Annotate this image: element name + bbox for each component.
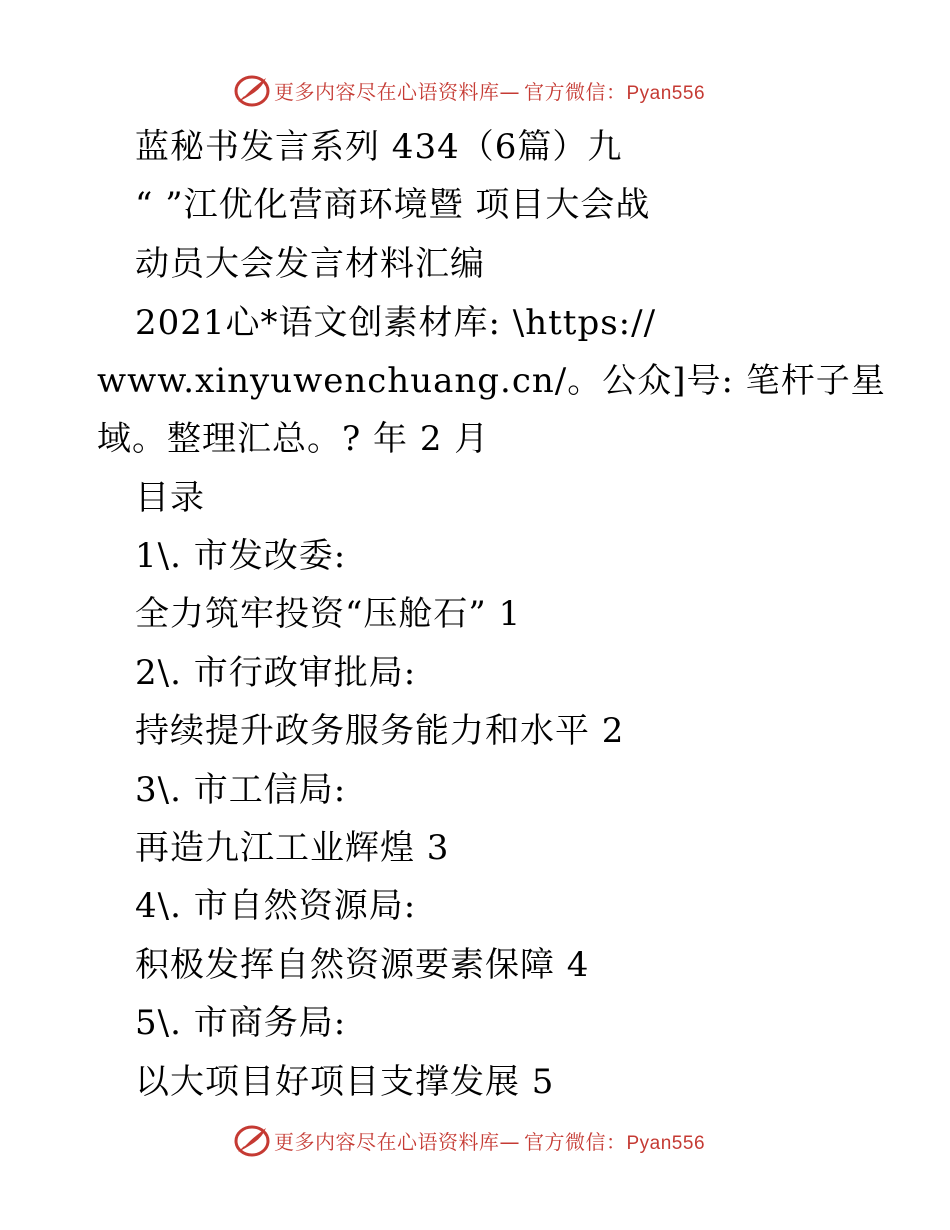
source-line-1: 2021心*语文创素材库: \https:// <box>135 303 657 343</box>
banner-separator: — <box>499 79 520 104</box>
toc-item-5-dept: 5\. 市商务局: <box>135 1003 347 1043</box>
doc-title-line-2: “ ”江优化营商环境暨 项目大会战 <box>135 185 651 225</box>
banner-separator: — <box>499 1129 520 1154</box>
toc-item-4-title: 积极发挥自然资源要素保障 4 <box>135 945 590 985</box>
feather-seal-icon <box>232 72 272 108</box>
banner-site-text: 更多内容尽在心语资料库 <box>274 1129 500 1154</box>
doc-title-line-3: 动员大会发言材料汇编 <box>135 244 485 284</box>
banner-official-text: 官方微信： <box>524 79 627 104</box>
feather-seal-icon <box>232 1122 272 1158</box>
banner-wechat-id: Pyan556 <box>626 1132 706 1154</box>
header-banner <box>232 70 712 110</box>
banner-text <box>274 1126 705 1155</box>
toc-item-1-title: 全力筑牢投资“压舱石” 1 <box>135 594 522 634</box>
toc-item-3-dept: 3\. 市工信局: <box>135 770 347 810</box>
footer-banner <box>232 1120 712 1160</box>
toc-item-4-dept: 4\. 市自然资源局: <box>135 886 417 926</box>
banner-site-text: 更多内容尽在心语资料库 <box>274 79 500 104</box>
source-line-2: www.xinyuwenchuang.cn/。公众]号: 笔杆子星 <box>97 361 886 401</box>
banner-text <box>274 76 705 105</box>
toc-item-2-title: 持续提升政务服务能力和水平 2 <box>135 711 625 751</box>
source-line-3: 域。整理汇总。? 年 2 月 <box>97 419 490 459</box>
toc-heading: 目录 <box>135 478 205 518</box>
toc-item-5-title: 以大项目好项目支撑发展 5 <box>135 1062 555 1102</box>
banner-official-text: 官方微信： <box>524 1129 627 1154</box>
doc-title-line-1: 蓝秘书发言系列 434（6篇）九 <box>135 127 623 167</box>
toc-item-1-dept: 1\. 市发改委: <box>135 536 347 576</box>
toc-item-2-dept: 2\. 市行政审批局: <box>135 653 417 693</box>
toc-item-3-title: 再造九江工业辉煌 3 <box>135 828 450 868</box>
banner-wechat-id: Pyan556 <box>626 82 706 104</box>
